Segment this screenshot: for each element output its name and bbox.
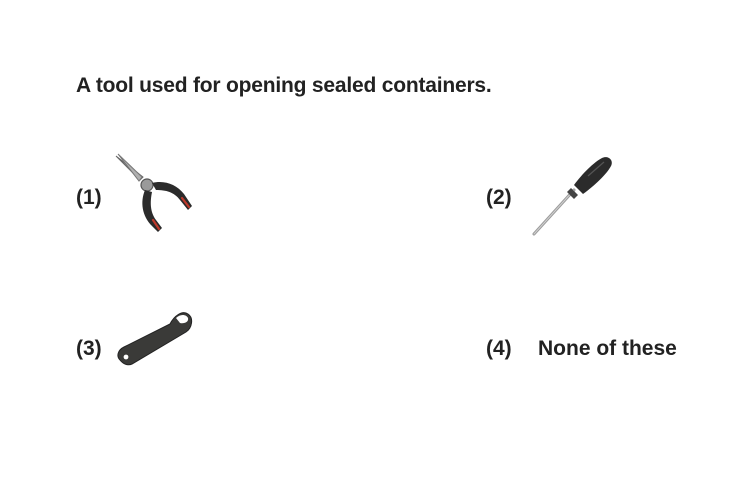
pliers-icon bbox=[112, 150, 202, 240]
option-4-text: None of these bbox=[538, 337, 677, 360]
bottle-opener-icon bbox=[112, 304, 202, 374]
option-3-number: (3) bbox=[76, 337, 102, 360]
question-text: A tool used for opening sealed containers. bbox=[76, 74, 492, 97]
option-4-number: (4) bbox=[486, 337, 512, 360]
screwdriver-icon bbox=[528, 152, 618, 242]
option-1-number: (1) bbox=[76, 186, 102, 209]
option-2-number: (2) bbox=[486, 186, 512, 209]
